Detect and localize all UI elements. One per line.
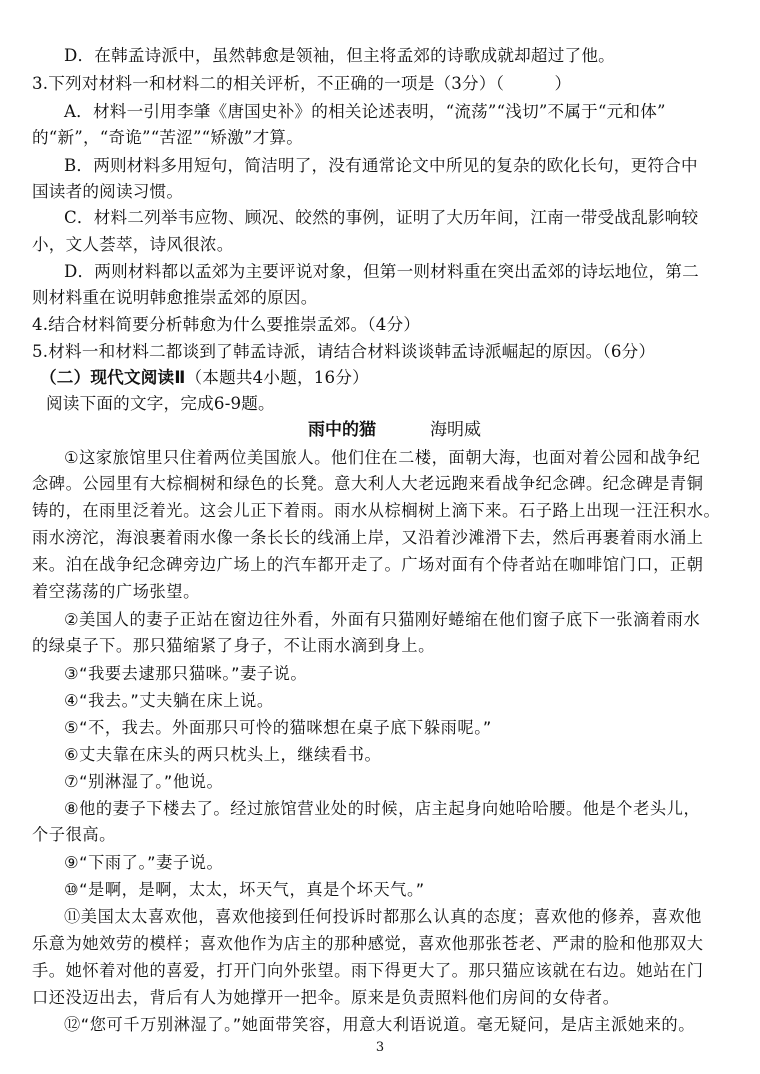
passage-line: 乐意为她效劳的模样；喜欢他作为店主的那种感觉，喜欢他那张苍老、严肃的脸和他那双大 [32,934,704,953]
passage-line: 来。泊在战争纪念碑旁边广场上的汽车都开走了。广场对面有个侍者站在咖啡馆门口，正朝 [32,555,704,574]
passage-line: ①这家旅馆里只住着两位美国旅人。他们住在二楼，面朝大海，也面对着公园和战争纪 [64,448,701,467]
passage-line: ⑧他的妻子下楼去了。经过旅馆营业处的时候，店主起身向她哈哈腰。他是个老头儿， [64,799,701,818]
question-5: 5.材料一和材料二都谈到了韩孟诗派，请结合材料谈谈韩孟诗派崛起的原因。（6分） [32,342,656,361]
q3-stem: 3.下列对材料一和材料二的相关评析，不正确的一项是（3分）（ ） [32,74,572,93]
passage-line: 口还没迈出去，背后有人为她撑开一把伞。原来是负责照料他们房间的女侍者。 [32,988,620,1007]
passage-title: 雨中的猫 [308,420,376,440]
passage-line: ④“我去。”丈夫躺在床上说。 [64,691,274,710]
passage-line: ⑤“不，我去。外面那只可怜的猫咪想在桌子底下躲雨呢。” [64,718,492,737]
section-heading-note: （本题共4小题，16分） [185,368,369,387]
q3-option-b-line1: B．两则材料多用短句，简洁明了，没有通常论文中所见的复杂的欧化长句，更符合中 [64,156,698,175]
section-heading [40,364,740,392]
reading-instruction: 阅读下面的文字，完成6-9题。 [46,394,275,413]
passage-line: 个子很高。 [32,825,116,844]
q3-option-a-line2: 的“新”，“奇诡”“苦涩”“矫激”才算。 [32,128,303,147]
section-heading-label: （二）现代文阅读Ⅱ [40,368,186,387]
passage-line: 雨水滂沱，海浪裹着雨水像一条长长的线涌上岸，又沿着沙滩滑下去，然后再裹着雨水涌上 [32,528,704,547]
q3-option-d-line1: D．两则材料都以孟郊为主要评说对象，但第一则材料重在突出孟郊的诗坛地位，第二 [64,262,699,281]
q3-option-c-line1: C．材料二列举韦应物、顾况、皎然的事例，证明了大历年间，江南一带受战乱影响较 [64,208,699,227]
passage-line: 铸的，在雨里泛着光。这会儿正下着雨。雨水从棕榈树上滴下来。石子路上出现一汪汪积水。 [32,501,721,520]
question-4: 4.结合材料简要分析韩愈为什么要推崇孟郊。（4分） [32,315,421,334]
passage-line: 念碑。公园里有大棕榈树和绿色的长凳。意大利人大老远跑来看战争纪念碑。纪念碑是青铜 [32,474,704,493]
page-number: 3 [375,1040,385,1055]
passage-line: ②美国人的妻子正站在窗边往外看，外面有只猫刚好蜷缩在他们窗子底下一张滴着雨水 [64,610,701,629]
passage-author: 海明威 [430,420,481,440]
passage-line: 着空荡荡的广场张望。 [32,582,200,601]
q3-option-b-line2: 国读者的阅读习惯。 [32,182,184,201]
passage-line: 手。她怀着对他的喜爱，打开门向外张望。雨下得更大了。那只猫应该就在右边。她站在门 [32,961,704,980]
q3-option-a-line1: A．材料一引用李肇《唐国史补》的相关论述表明，“流荡”“浅切”不属于“元和体” [64,102,666,121]
passage-line: ⑫“您可千万别淋湿了。”她面带笑容，用意大利语说道。毫无疑问，是店主派她来的。 [64,1015,696,1034]
passage-line: ⑪美国太太喜欢他，喜欢他接到任何投诉时都那么认真的态度；喜欢他的修养，喜欢他 [64,907,702,926]
passage-line: 的绿桌子下。那只猫缩紧了身子，不让雨水滴到身上。 [32,636,435,655]
q3-option-c-line2: 小，文人荟萃，诗风很浓。 [32,235,234,254]
q2-option-d: D．在韩孟诗派中，虽然韩愈是领袖，但主将孟郊的诗歌成就却超过了他。 [64,46,615,65]
passage-line: ⑨“下雨了。”妻子说。 [64,853,224,872]
passage-line: ⑥丈夫靠在床头的两只枕头上，继续看书。 [64,745,382,764]
passage-line: ③“我要去逮那只猫咪。”妻子说。 [64,664,308,683]
passage-line: ⑩“是啊，是啊，太太，坏天气，真是个坏天气。” [64,880,425,899]
passage-line: ⑦“别淋湿了。”他说。 [64,772,224,791]
q3-option-d-line2: 则材料重在说明韩愈推崇孟郊的原因。 [32,288,318,307]
